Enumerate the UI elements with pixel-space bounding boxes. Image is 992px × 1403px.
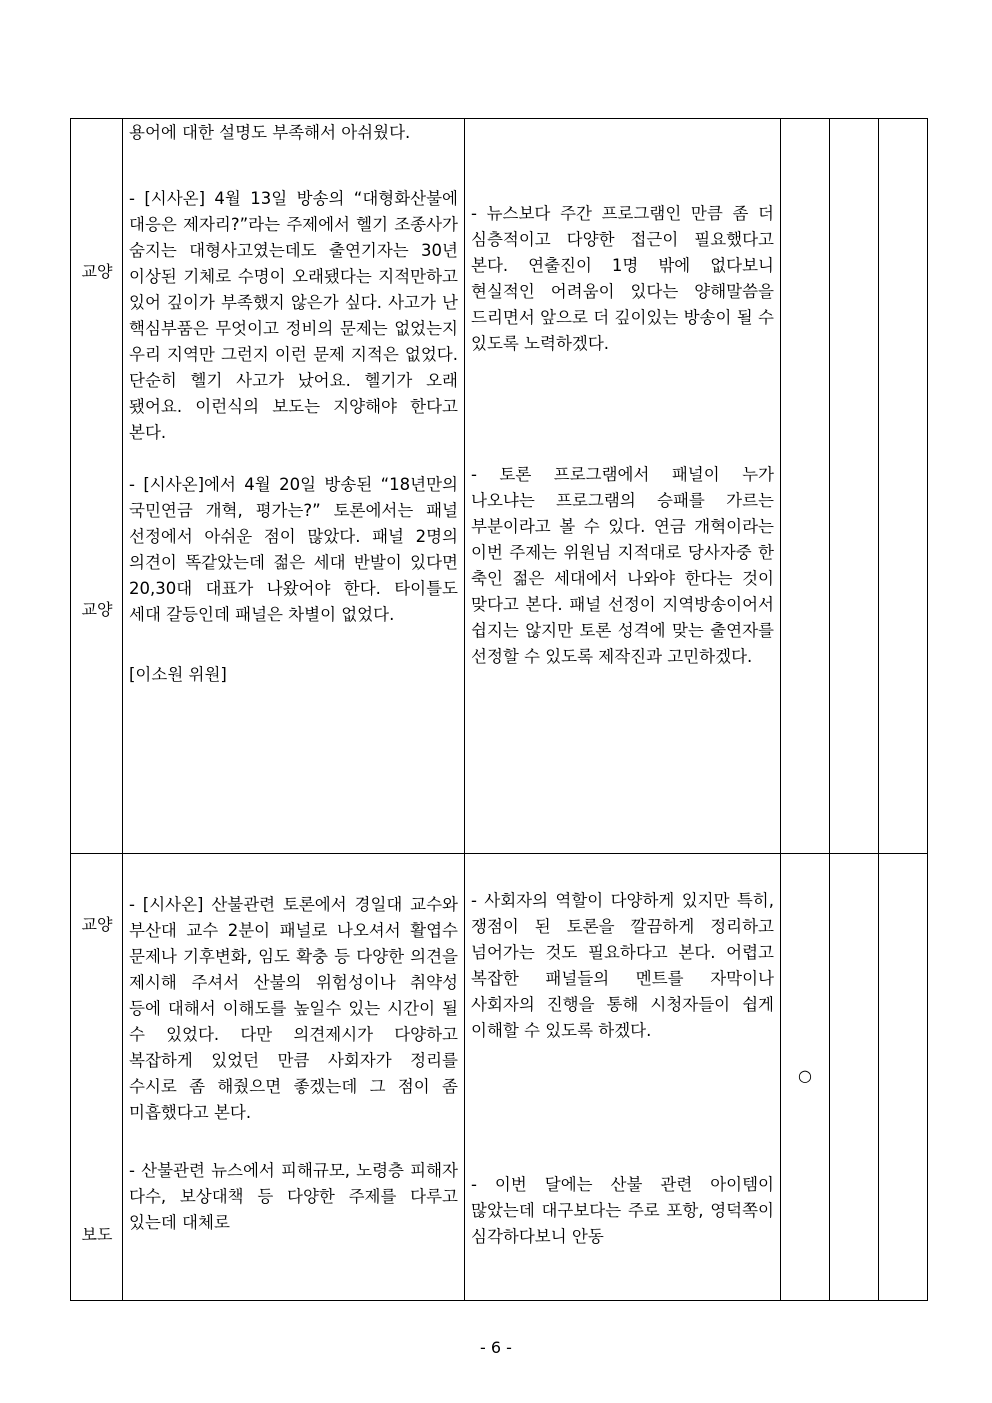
check-cell (781, 854, 830, 1301)
category-label: 교양 (81, 915, 113, 934)
response-text: - 사회자의 역할이 다양하게 있지만 특히, 쟁점이 된 토론을 깔끔하게 정리하고 넘어가는 것도 필요하다고 본다. 어렵고 복잡한 패널들의 멘트를 자막이나 사회자의 진행을 통해 시청자들이 쉽게 이해할 수 있도록 하겠다. (471, 891, 774, 1040)
comment-text: - 산불관련 뉴스에서 피해규모, 노령층 피해자 다수, 보상대책 등 다양한 주제를 다루고 있는데 대체로 (129, 1161, 458, 1232)
check-cell (830, 119, 879, 854)
circle-mark: ○ (798, 1066, 812, 1085)
check-cell (781, 119, 830, 854)
comment-cell (123, 854, 465, 1301)
response-text: - 뉴스보다 주간 프로그램인 만큼 좀 더 심층적이고 다양한 접근이 필요했다고 본다. 연출진이 1명 밖에 없다보니 현실적인 어려움이 있다는 양해말씀을 드리면서 앞으로 더 깊이있는 방송이 될 수 있도록 노력하겠다. (471, 204, 774, 353)
page-number: - 6 - (480, 1338, 512, 1357)
check-cell (830, 854, 879, 1301)
category-label: 교양 (81, 600, 113, 619)
response-text: - 토론 프로그램에서 패널이 누가 나오냐는 프로그램의 승패를 가르는 부분이라고 볼 수 있다. 연금 개혁이라는 이번 주제는 위원님 지적대로 당사자중 한 축인 젊은 세대에서 나와야 한다는 것이 맞다고 본다. 패널 선정이 지역방송이어서 쉽지는 않지만 토론 성격에 맞는 출연자를 선정할 수 있도록 제작진과 고민하겠다. (471, 465, 774, 666)
response-text: - 이번 달에는 산불 관련 아이템이 많았는데 대구보다는 주로 포항, 영덕쪽이 심각하다보니 안동 (471, 1175, 774, 1246)
comment-cell (123, 119, 465, 854)
category-label: 보도 (81, 1225, 113, 1244)
category-label: 교양 (81, 262, 113, 281)
table-row (71, 119, 928, 854)
comment-text: - [시사온] 산불관련 토론에서 경일대 교수와 부산대 교수 2분이 패널로 나오셔서 활엽수 문제나 기후변화, 임도 확충 등 다양한 의견을 제시해 주셔서 산불의 위험성이나 취약성 등에 대해서 이해도를 높일수 있는 시간이 될 수 있었다. 다만 의견제시가 다양하고 복잡하게 있었던 만큼 사회자가 정리를 수시로 좀 해줬으면 좋겠는데 그 점이 좀 미흡했다고 본다. (129, 895, 458, 1122)
check-cell (879, 119, 928, 854)
category-cell (71, 854, 123, 1301)
committee-member-name: [이소원 위원] (129, 665, 227, 684)
check-cell (879, 854, 928, 1301)
response-cell (465, 854, 781, 1301)
comment-text: 용어에 대한 설명도 부족해서 아쉬웠다. (129, 123, 411, 142)
category-cell (71, 119, 123, 854)
comment-text: - [시사온] 4월 13일 방송의 “대형화산불에 대응은 제자리?”라는 주제에서 헬기 조종사가 숨지는 대형사고였는데도 출연기자는 30년 이상된 기체로 수명이 오래됐다는 지적만하고 있어 깊이가 부족했지 않은가 싶다. 사고가 난 핵심부품은 무엇이고 정비의 문제는 없었는지 우리 지역만 그런지 이런 문제 지적은 없었다. 단순히 헬기 사고가 났어요. 헬기가 오래 됐어요. 이런식의 보도는 지양해야 한다고 본다. (129, 189, 458, 442)
review-table (70, 118, 928, 1301)
table-row (71, 854, 928, 1301)
comment-text: - [시사온]에서 4월 20일 방송된 “18년만의 국민연금 개혁, 평가는?” 토론에서는 패널 선정에서 아쉬운 점이 많았다. 패널 2명의 의견이 똑같았는데 젊은 세대 반발이 있다면 20,30대 대표가 나왔어야 한다. 타이틀도 세대 갈등인데 패널은 차별이 없었다. (129, 475, 458, 624)
response-cell (465, 119, 781, 854)
